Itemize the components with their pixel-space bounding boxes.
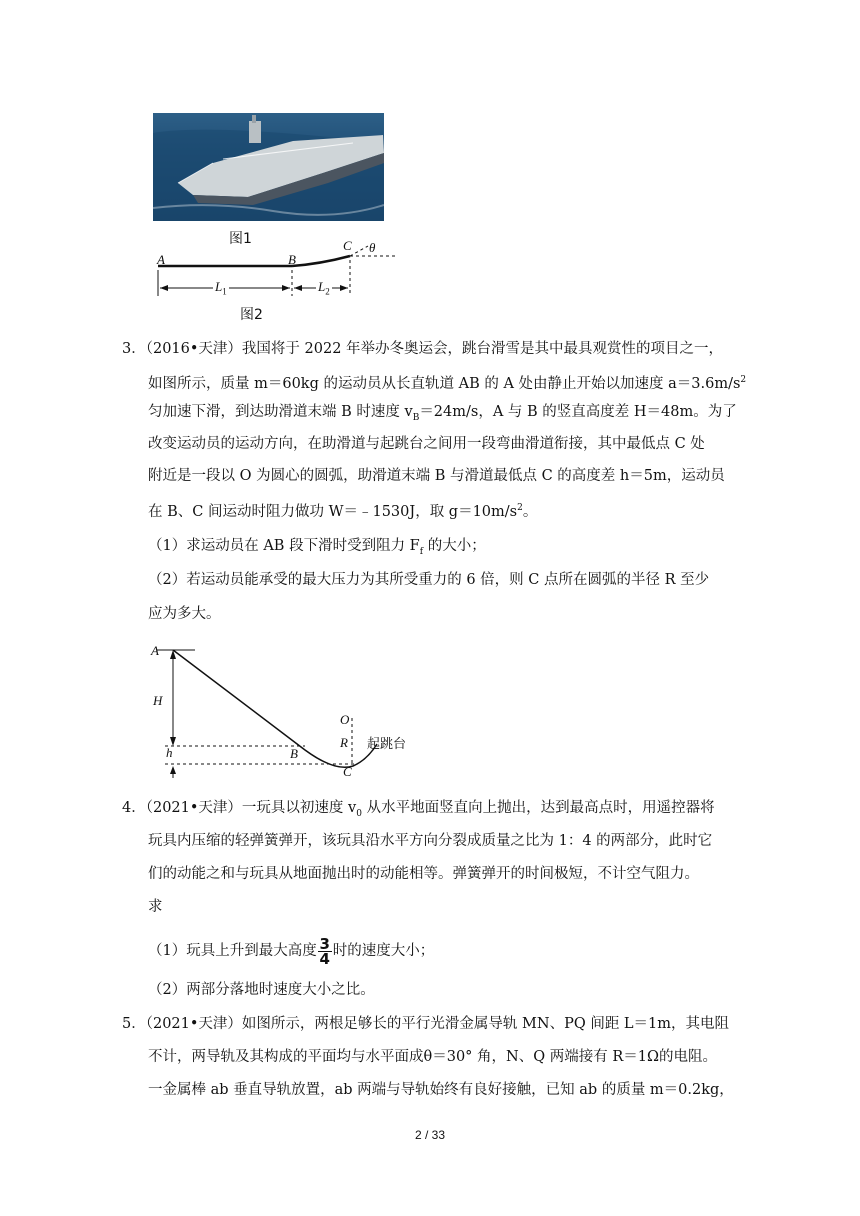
ski-label-a: A [151,643,159,658]
aircraft-carrier-photo [153,113,384,221]
q5-line-1: 5．（2021•天津）如图所示，两根足够长的平行光滑金属导轨 MN、PQ 间距 L＝1m，其电阻 [122,1016,730,1032]
q3-line-3: 匀加速下滑，到达助滑道末端 B 时速度 $v_B=24m/s$，A 与 B 的竖直高度差 H＝48m。为了 [148,404,737,423]
label-theta: θ [369,240,376,255]
ski-jump-diagram [145,640,395,780]
label-b: B [288,252,296,267]
q3-line-2: 如图所示，质量 m＝60kg 的运动员从长直轨道 AB 的 A 处由静止开始以加速度 $a=3.6m/s^2$ [148,375,747,392]
q3-sub-2: （2）若运动员能承受的最大压力为其所受重力的 6 倍，则 C 点所在圆弧的半径 R 至少 [148,572,710,588]
q5-line-3: 一金属棒 ab 垂直导轨放置，ab 两端与导轨始终有良好接触，已知 ab 的质量 m＝0.2kg， [148,1082,734,1098]
fraction-three-quarters: $\frac{3}{4}$ [319,934,330,968]
q4-sub-2: （2）两部分落地时速度大小之比。 [148,982,375,998]
label-l2: $L_2$ [318,279,330,297]
q4-line-1: 4．（2021•天津）一玩具以初速度 $v_0$ 从水平地面竖直向上抛出，达到最高点时，用遥控器将 [122,800,715,819]
figure2-caption: 图2 [240,307,263,323]
q3-line-1: 3．（2016•天津）我国将于 2022 年举办冬奥运会，跳台滑雪是其中最具观赏性的项目之一， [122,341,724,357]
ramp-diagram [150,236,400,304]
q4-line-2: 玩具内压缩的轻弹簧弹开，该玩具沿水平方向分裂成质量之比为 1：4 的两部分，此时它 [148,833,713,849]
q3-sub-1: （1）求运动员在 AB 段下滑时受到阻力 $F_f$ 的大小； [148,538,486,557]
ski-label-platform: 起跳台 [367,737,407,752]
label-l1: $L_1$ [215,279,227,297]
ski-label-h-small: h [166,745,173,760]
ski-label-o: O [340,712,350,727]
q4-sub-1: （1）玩具上升到最大高度 $\frac{3}{4}$ 时的速度大小； [148,934,435,968]
page-number: 2 / 33 [414,1128,446,1142]
q3-line-4: 改变运动员的运动方向，在助滑道与起跳台之间用一段弯曲滑道衔接，其中最低点 C 处 [148,436,705,452]
ski-label-c: C [343,764,352,779]
q5-line-2: 不计，两导轨及其构成的平面均与水平面成θ＝30° 角，N、Q 两端接有 R＝1Ω的电阻。 [148,1049,717,1065]
figure1-caption: 图1 [229,231,252,247]
q4-line-3: 们的动能之和与玩具从地面抛出时的动能相等。弹簧弹开的时间极短，不计空气阻力。 [148,866,699,882]
q3-line-5: 附近是一段以 O 为圆心的圆弧，助滑道末端 B 与滑道最低点 C 的高度差 h＝5m，运动员 [148,468,725,484]
q3-line-6: 在 B、C 间运动时阻力做功 W＝﹣1530J，取 $g=10m/s^2$。 [148,503,538,520]
q3-sub-2-cont: 应为多大。 [148,606,221,622]
ski-label-r: R [340,735,348,750]
label-c: C [343,238,352,253]
q4-line-4: 求 [148,899,163,915]
ski-label-b: B [290,746,298,761]
label-a: A [157,252,165,267]
ski-label-h-big: H [153,693,163,708]
